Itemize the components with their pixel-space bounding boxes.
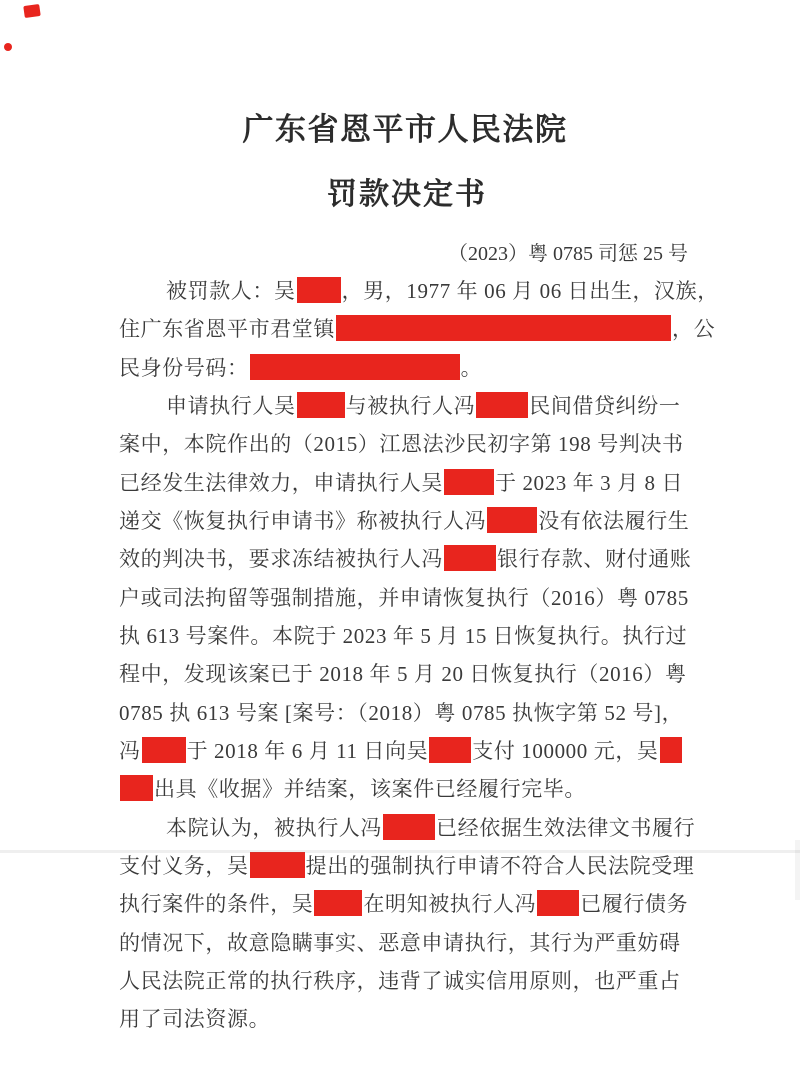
line-text: 人民法院正常的执行秩序，违背了诚实信用原则，也严重占 <box>119 968 681 993</box>
line-text: 的情况下，故意隐瞒事实、恶意申请执行，其行为严重妨碍 <box>119 930 681 955</box>
line-text: 没有依法履行生 <box>538 508 690 533</box>
document-line <box>119 620 687 652</box>
redaction-box <box>314 890 362 916</box>
document-line <box>119 428 684 460</box>
line-text: 申请执行人吴 <box>166 393 296 418</box>
redaction-box <box>476 392 528 418</box>
case-number: （2023）粤 0785 司惩 25 号 <box>448 243 688 265</box>
document-line <box>119 773 586 805</box>
line-text: ，男，1977 年 06 月 06 日出生，汉族， <box>341 279 719 303</box>
redaction-box <box>487 507 537 533</box>
document-line <box>166 275 719 307</box>
line-text: 支付义务，吴 <box>119 853 249 878</box>
document-line <box>119 543 691 575</box>
document-line <box>119 850 694 882</box>
redaction-box <box>250 354 460 380</box>
redaction-box <box>297 277 341 303</box>
document-title: 罚款决定书 <box>327 178 487 211</box>
line-text: 出具《收据》并结案，该案件已经履行完毕。 <box>154 777 586 802</box>
line-text: 民身份号码： <box>119 355 249 380</box>
line-text: 在明知被执行人冯 <box>363 892 537 917</box>
line-text: 于 2023 年 3 月 8 日 <box>495 470 684 495</box>
line-text: 银行存款、财付通账 <box>497 547 692 572</box>
line-text: 执 613 号案件。本院于 2023 年 5 月 15 日恢复执行。执行过 <box>119 623 688 648</box>
document-line <box>119 582 689 614</box>
line-text: 效的判决书，要求冻结被执行人冯 <box>119 547 443 572</box>
document-line <box>119 658 687 690</box>
line-text: 本院认为，被执行人冯 <box>166 815 382 840</box>
redaction-box <box>297 392 345 418</box>
redaction-box <box>383 814 435 840</box>
scan-artifact-line <box>0 850 800 853</box>
line-text: 被罚款人：吴 <box>166 279 296 303</box>
document-line <box>119 965 681 997</box>
document-line <box>119 352 482 384</box>
line-text: 用了司法资源。 <box>119 1007 271 1032</box>
scan-artifact-edge <box>795 840 800 900</box>
document-line <box>119 313 715 345</box>
line-text: 已经依据生效法律文书履行 <box>436 815 696 840</box>
document-line <box>119 467 683 499</box>
line-text: 已经发生法律效力，申请执行人吴 <box>119 470 443 495</box>
document-line <box>166 812 695 844</box>
document-line <box>166 390 680 422</box>
redaction-box <box>537 890 579 916</box>
line-text: 住广东省恩平市君堂镇 <box>119 317 335 342</box>
line-text: 冯 <box>119 738 141 763</box>
line-text: 。 <box>460 355 483 380</box>
document-line <box>119 888 688 920</box>
redaction-box <box>444 545 496 571</box>
document-line <box>119 1003 270 1035</box>
redaction-box <box>429 737 471 763</box>
line-text: 民间借贷纠纷一 <box>529 393 681 418</box>
line-text: 提出的强制执行申请不符合人民法院受理 <box>305 853 695 878</box>
line-text: 户或司法拘留等强制措施，并申请恢复执行（2016）粤 0785 <box>119 585 689 610</box>
document-line <box>119 697 683 729</box>
document-line <box>119 735 683 767</box>
document-line <box>119 505 689 537</box>
line-text: 已履行债务 <box>580 892 689 917</box>
line-text: 于 2018 年 6 月 11 日向吴 <box>186 738 429 763</box>
line-text: 递交《恢复执行申请书》称被执行人冯 <box>119 508 487 533</box>
redaction-box <box>250 852 305 878</box>
line-text: 0785 执 613 号案 [案号：（2018）粤 0785 执恢字第 52 号]， <box>119 700 684 725</box>
redaction-box <box>120 775 153 801</box>
line-text: 案中，本院作出的（2015）江恩法沙民初字第 198 号判决书 <box>119 432 684 457</box>
line-text: 执行案件的条件，吴 <box>119 892 314 917</box>
redaction-box <box>444 469 494 495</box>
document-line <box>119 927 681 959</box>
redaction-box <box>336 315 671 341</box>
court-name-heading: 广东省恩平市人民法院 <box>242 112 568 147</box>
redaction-box <box>142 737 186 763</box>
line-text: 支付 100000 元，吴 <box>472 738 659 763</box>
red-dot-mark-icon <box>4 43 12 51</box>
redaction-box <box>660 737 682 763</box>
line-text: ，公 <box>672 317 716 342</box>
line-text: 与被执行人冯 <box>345 393 476 418</box>
red-pen-mark-icon <box>23 4 41 18</box>
line-text: 程中，发现该案已于 2018 年 5 月 20 日恢复执行（2016）粤 <box>119 662 687 687</box>
